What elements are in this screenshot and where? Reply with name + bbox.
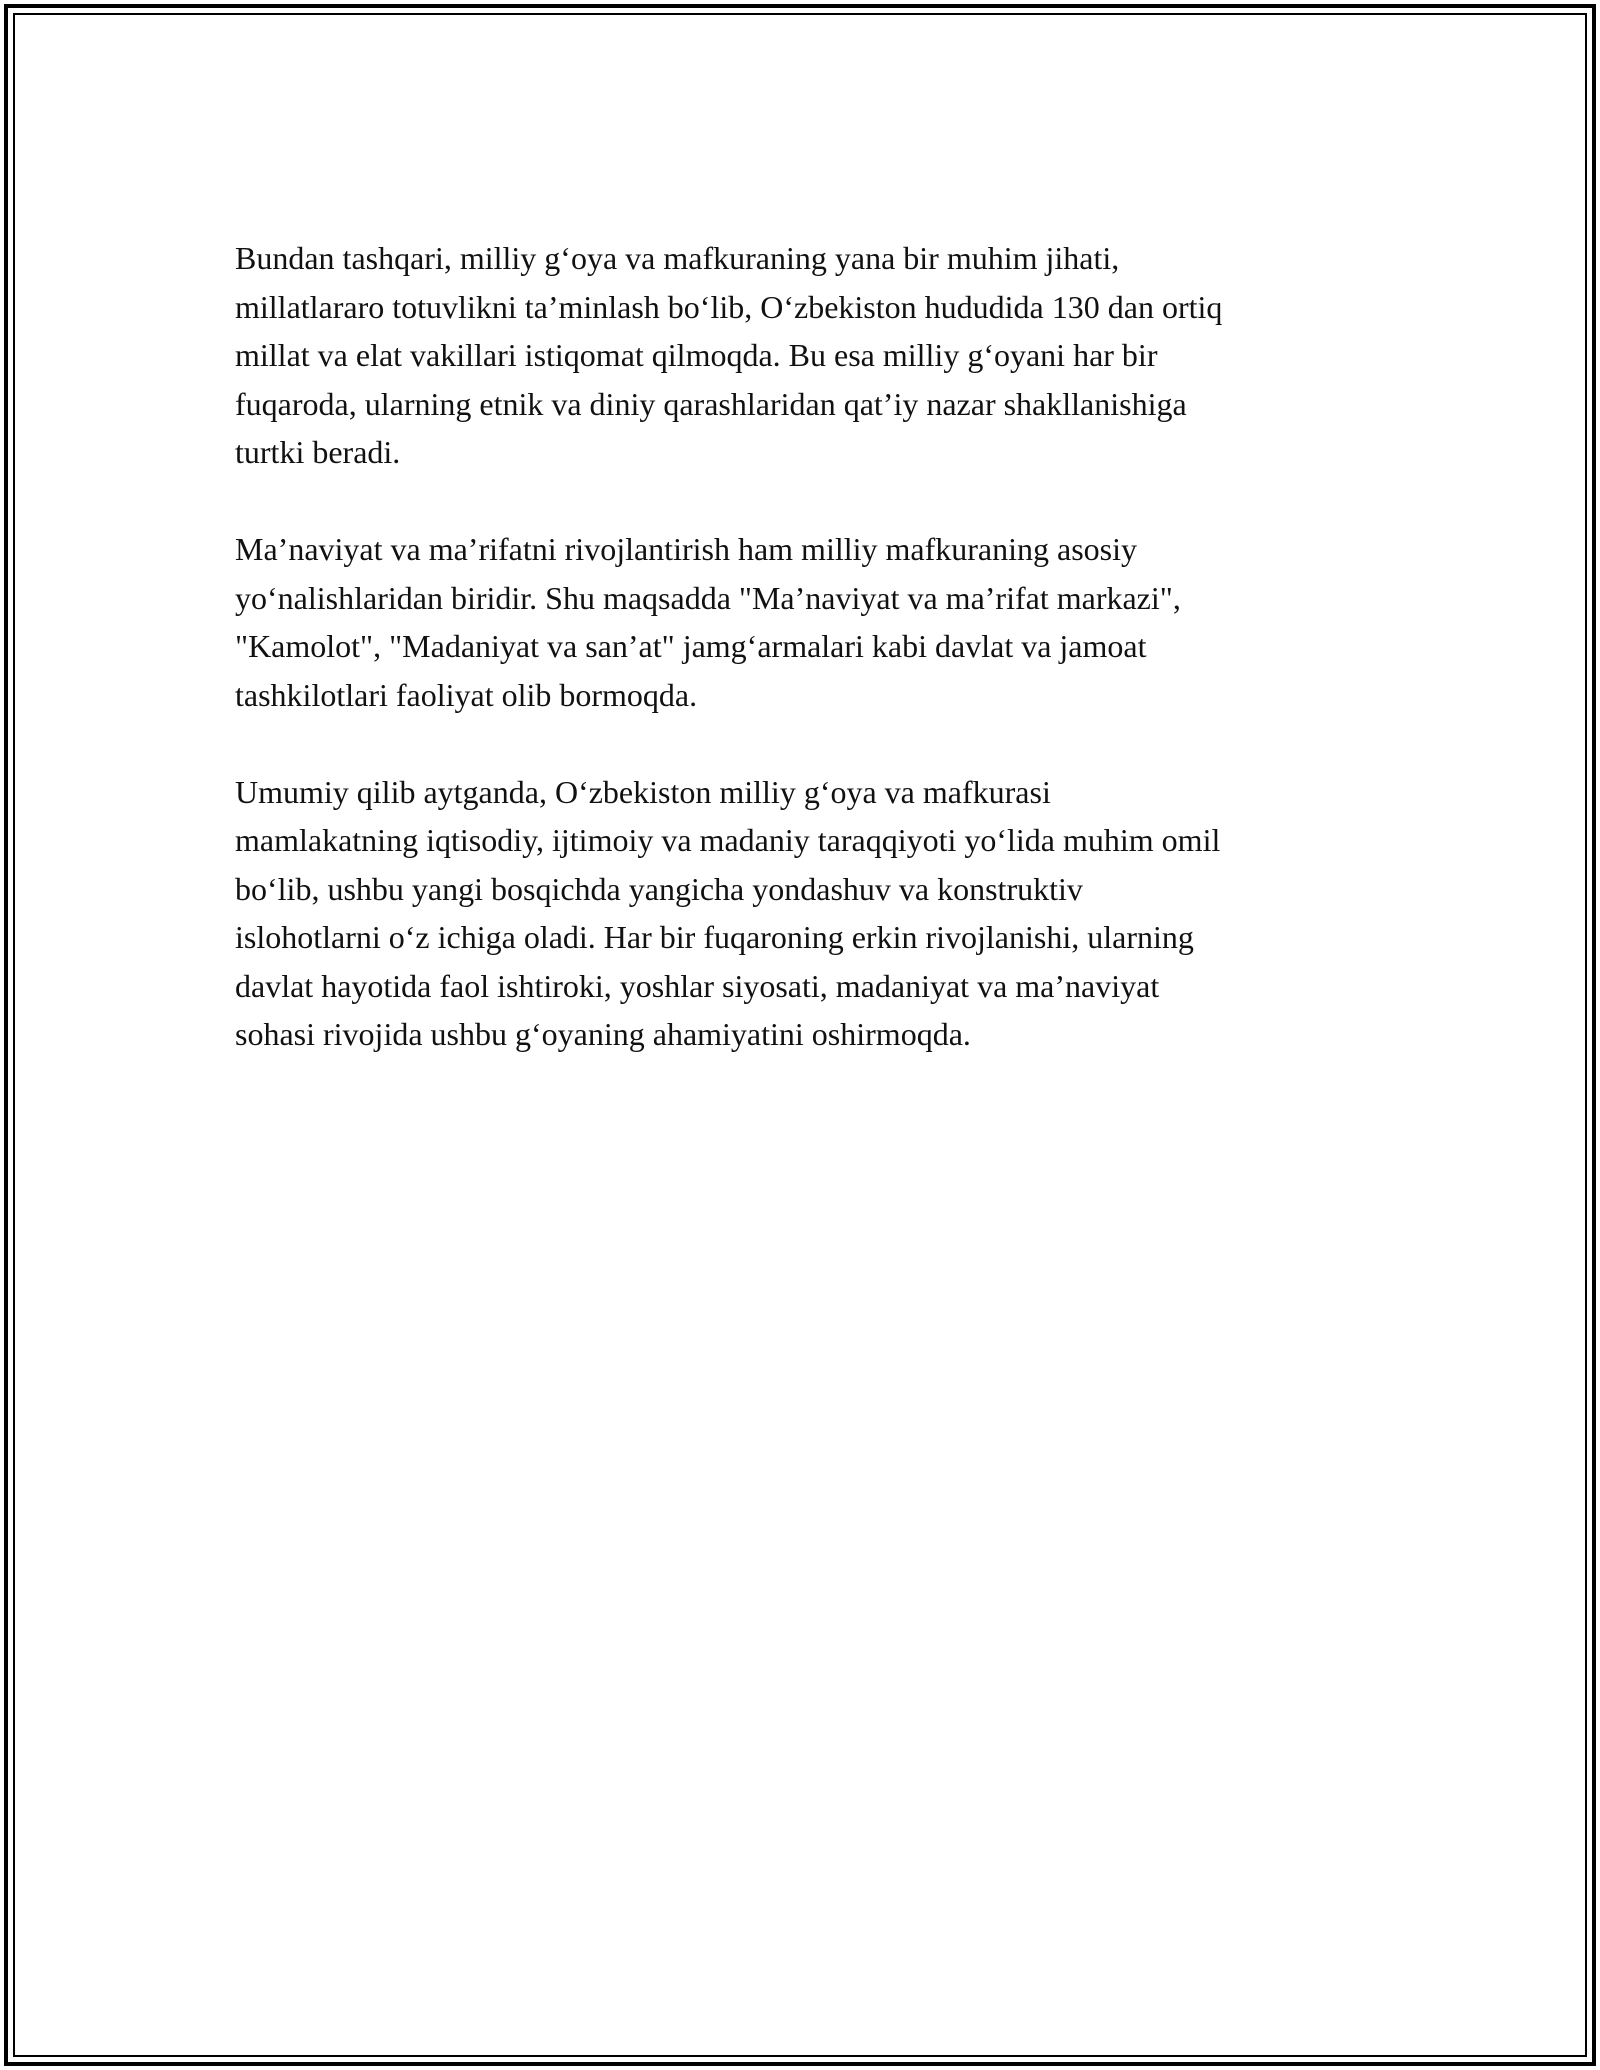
paragraph-2: Ma’naviyat va ma’rifatni rivojlantirish ham milliy mafkuraning asosiy yo‘nalishlaridan biridir. Shu maqsadda "Ma’naviyat va ma’rifat markazi", "Kamolot", "Madaniyat va san’at" jamg‘armalari kabi davlat va jamoat tashkilotlari faoliyat olib bormoqda. xyxy=(235,531,1181,713)
paragraph-1: Bundan tashqari, milliy g‘oya va mafkuraning yana bir muhim jihati, millatlararo totuvlikni ta’minlash bo‘lib, O‘zbekiston hududida 130 dan ortiq millat va elat vakillari istiqomat qilmoqda. Bu esa milliy g‘oyani har bir fuqaroda, ularning etnik va diniy qarashlaridan qat’iy nazar shakllanishiga turtki beradi. xyxy=(235,240,1223,470)
paragraph-3: Umumiy qilib aytganda, O‘zbekiston milliy g‘oya va mafkurasi mamlakatning iqtisodiy, ijtimoiy va madaniy taraqqiyoti yo‘lida muhim omil bo‘lib, ushbu yangi bosqichda yangicha yondashuv va konstruktiv islohotlarni o‘z ichiga oladi. Har bir fuqaroning erkin rivojlanishi, ularning davlat hayotida faol ishtiroki, yoshlar siyosati, madaniyat va ma’naviyat sohasi rivojida ushbu g‘oyaning ahamiyatini oshirmoqda. xyxy=(235,773,1221,1052)
document-body xyxy=(235,234,1375,1107)
